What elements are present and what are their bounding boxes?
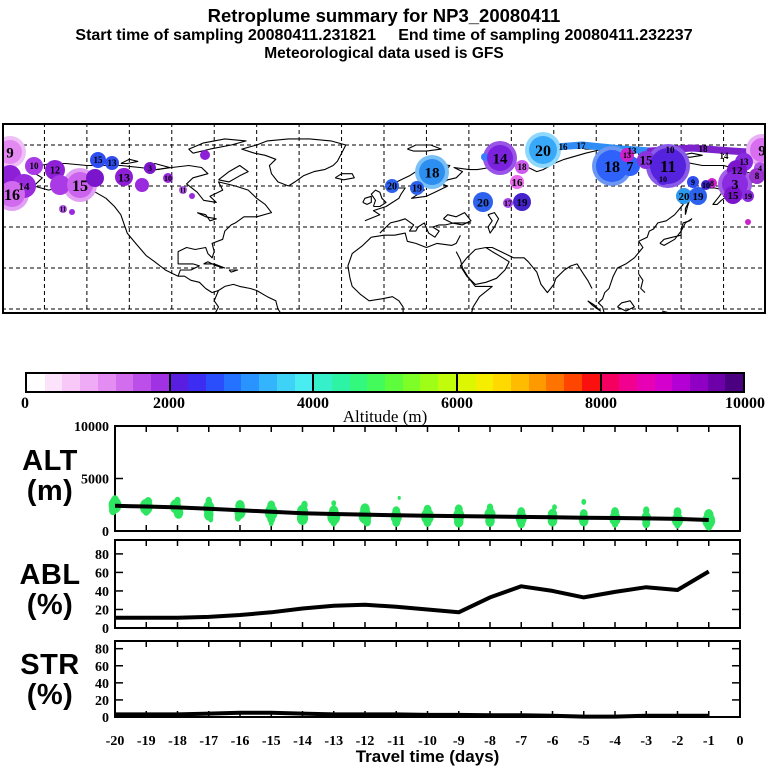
svg-text:8: 8 <box>710 178 714 188</box>
svg-text:-18: -18 <box>168 734 187 749</box>
svg-text:18: 18 <box>698 144 708 154</box>
sampling-times-line: Start time of sampling 20080411.231821 End time of sampling 20080411.232237 <box>75 27 693 44</box>
str-panel-frame <box>115 641 740 717</box>
colorbar-segment <box>171 374 189 391</box>
svg-text:15: 15 <box>727 189 739 202</box>
svg-text:18: 18 <box>517 162 527 173</box>
svg-text:-3: -3 <box>640 734 653 749</box>
alt-panel-label: ALT (m) <box>22 445 78 507</box>
svg-text:20: 20 <box>678 190 690 203</box>
colorbar-segment <box>438 374 458 391</box>
figure-title: Retroplume summary for NP3_20080411 <box>207 5 561 26</box>
alt-centroid-line <box>115 506 709 520</box>
colorbar-segment <box>420 374 438 391</box>
colorbar-tick-label: 10000 <box>725 395 765 412</box>
svg-text:5000: 5000 <box>81 472 109 488</box>
colorbar-segment <box>188 374 206 391</box>
svg-text:20: 20 <box>477 195 489 210</box>
svg-text:17: 17 <box>504 198 512 208</box>
svg-text:8: 8 <box>754 171 760 182</box>
svg-text:13: 13 <box>627 146 637 156</box>
plume-blob <box>135 178 149 192</box>
colorbar-segment <box>672 374 690 391</box>
svg-text:13: 13 <box>623 150 631 160</box>
colorbar-segment <box>45 374 63 391</box>
colorbar-segment <box>295 374 315 391</box>
colorbar-tick-label: 8000 <box>585 395 617 412</box>
svg-text:16: 16 <box>558 142 568 152</box>
svg-text:10: 10 <box>164 173 172 183</box>
svg-text:-12: -12 <box>355 734 375 749</box>
plume-blob <box>745 219 751 225</box>
svg-text:15: 15 <box>639 152 653 168</box>
svg-text:0: 0 <box>736 734 744 749</box>
svg-text:19: 19 <box>744 191 752 201</box>
plume-blob <box>189 193 195 199</box>
svg-text:0: 0 <box>102 622 109 637</box>
colorbar-segment <box>725 374 743 391</box>
svg-text:20: 20 <box>535 142 551 160</box>
svg-text:19: 19 <box>692 190 704 203</box>
svg-text:3: 3 <box>731 178 739 194</box>
colorbar-segment <box>385 374 403 391</box>
svg-text:-17: -17 <box>199 734 219 749</box>
colorbar-segment <box>62 374 80 391</box>
svg-text:14: 14 <box>18 180 30 193</box>
colorbar-segment <box>708 374 726 391</box>
svg-text:40: 40 <box>95 584 109 600</box>
plume-blob <box>86 169 104 187</box>
colorbar-tick-label: 0 <box>21 395 29 412</box>
colorbar-segment <box>511 374 529 391</box>
svg-text:80: 80 <box>95 547 109 563</box>
colorbar-segment <box>259 374 277 391</box>
svg-text:10: 10 <box>702 180 710 190</box>
svg-text:13: 13 <box>107 158 117 169</box>
colorbar-segment <box>241 374 259 391</box>
colorbar-segment <box>116 374 134 391</box>
colorbar-segment <box>98 374 116 391</box>
svg-text:60: 60 <box>95 659 109 675</box>
svg-text:80: 80 <box>95 642 109 658</box>
svg-text:9: 9 <box>758 143 766 160</box>
altitude-colorbar <box>25 372 745 393</box>
svg-text:10: 10 <box>659 174 667 184</box>
colorbar-segment <box>224 374 242 391</box>
colorbar-segment <box>151 374 171 391</box>
svg-text:11: 11 <box>59 205 67 214</box>
svg-text:40: 40 <box>95 676 109 692</box>
x-axis-title: Travel time (days) <box>355 747 500 766</box>
colorbar-segment <box>529 374 547 391</box>
svg-text:20: 20 <box>95 693 109 709</box>
svg-text:0: 0 <box>102 525 109 540</box>
colorbar-segment <box>637 374 655 391</box>
svg-text:9: 9 <box>691 177 695 187</box>
svg-text:-14: -14 <box>293 734 312 749</box>
plume-blob <box>69 209 75 215</box>
svg-text:-15: -15 <box>261 734 281 749</box>
svg-text:-7: -7 <box>515 734 528 749</box>
svg-text:4: 4 <box>758 163 762 173</box>
svg-text:10000: 10000 <box>74 420 109 435</box>
svg-text:18: 18 <box>604 158 620 176</box>
colorbar-segment <box>690 374 708 391</box>
colorbar-segment <box>493 374 511 391</box>
svg-text:-5: -5 <box>577 734 590 749</box>
world-map <box>2 123 766 314</box>
svg-text:-2: -2 <box>671 734 684 749</box>
svg-text:10: 10 <box>29 161 39 172</box>
colorbar-segment <box>27 374 45 391</box>
colorbar-segment <box>602 374 620 391</box>
str-panel-label: STR (%) <box>20 649 80 711</box>
colorbar-segment <box>655 374 673 391</box>
svg-text:14: 14 <box>492 151 508 168</box>
svg-text:60: 60 <box>95 566 109 582</box>
y-tick-labels <box>74 420 109 726</box>
svg-text:-1: -1 <box>702 734 715 749</box>
colorbar-segment <box>133 374 151 391</box>
met-data-line: Meteorological data used is GFS <box>264 45 504 62</box>
svg-text:3: 3 <box>148 163 152 173</box>
svg-text:-13: -13 <box>324 734 344 749</box>
svg-text:13: 13 <box>739 157 749 168</box>
svg-text:7: 7 <box>626 160 634 176</box>
colorbar-segment <box>332 374 350 391</box>
colorbar-segment <box>476 374 494 391</box>
plume-blob <box>200 150 210 160</box>
abl-panel-frame <box>115 540 740 628</box>
colorbar-segment <box>277 374 295 391</box>
svg-text:15: 15 <box>93 155 103 166</box>
svg-text:20: 20 <box>95 603 109 619</box>
svg-text:18: 18 <box>424 165 440 182</box>
svg-text:10: 10 <box>665 145 675 155</box>
svg-text:14: 14 <box>719 151 729 161</box>
colorbar-tick-label: 4000 <box>297 395 329 412</box>
colorbar-title: Altitude (m) <box>342 407 428 426</box>
svg-text:-10: -10 <box>418 734 437 749</box>
colorbar-segment <box>582 374 602 391</box>
colorbar-tick-label: 2000 <box>153 395 185 412</box>
svg-text:16: 16 <box>511 176 523 189</box>
time-series-panels <box>0 418 768 768</box>
svg-text:11: 11 <box>179 186 187 195</box>
colorbar-segment <box>403 374 421 391</box>
svg-text:-19: -19 <box>136 734 156 749</box>
alt-particle-scatter <box>109 495 716 530</box>
colorbar-segment <box>619 374 637 391</box>
abl-panel-label: ABL (%) <box>19 559 81 621</box>
colorbar-segment <box>546 374 564 391</box>
svg-text:12: 12 <box>50 165 60 177</box>
svg-text:15: 15 <box>72 177 88 195</box>
svg-text:-8: -8 <box>484 734 496 749</box>
svg-text:12: 12 <box>731 164 743 177</box>
svg-text:-20: -20 <box>105 734 125 749</box>
svg-text:-9: -9 <box>452 734 465 749</box>
colorbar-segment <box>564 374 582 391</box>
colorbar-segment <box>80 374 98 391</box>
svg-text:17: 17 <box>576 141 586 151</box>
colorbar-segment <box>206 374 224 391</box>
colorbar-segment <box>314 374 332 391</box>
colorbar-segment <box>367 374 385 391</box>
svg-text:19: 19 <box>412 183 422 195</box>
svg-text:-11: -11 <box>387 734 406 749</box>
colorbar-segment <box>458 374 476 391</box>
svg-text:-16: -16 <box>230 734 250 749</box>
abl-fraction-line <box>115 572 709 618</box>
colorbar-tick-label: 6000 <box>441 395 473 412</box>
svg-text:-6: -6 <box>546 734 559 749</box>
svg-text:16: 16 <box>4 186 20 204</box>
svg-text:13: 13 <box>118 170 130 185</box>
svg-text:-4: -4 <box>609 734 621 749</box>
svg-text:11: 11 <box>659 157 677 177</box>
svg-text:20: 20 <box>387 181 397 193</box>
svg-text:9: 9 <box>6 145 14 162</box>
svg-text:19: 19 <box>516 196 528 209</box>
colorbar-segment <box>350 374 368 391</box>
svg-text:0: 0 <box>102 711 109 726</box>
